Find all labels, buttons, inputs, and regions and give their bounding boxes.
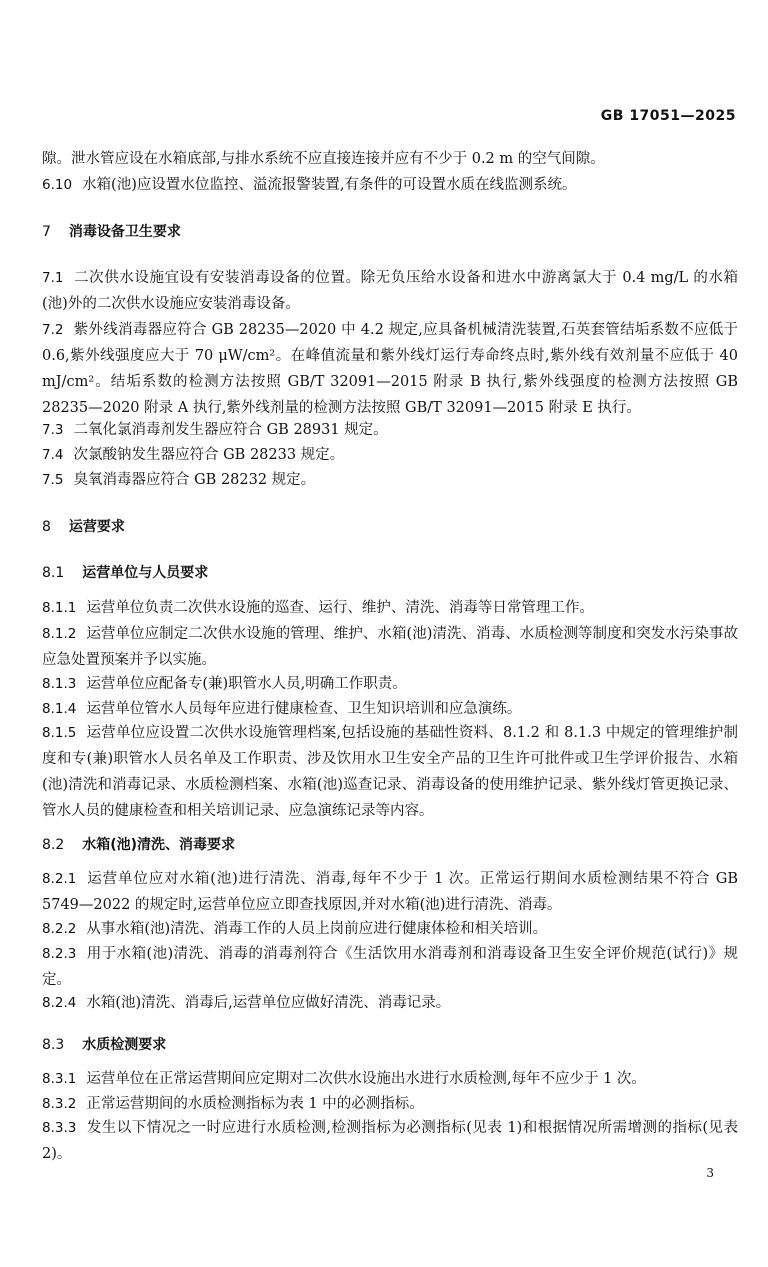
clause-8-2-2: 8.2.2 从事水箱(池)清洗、消毒工作的人员上岗前应进行健康体检和相关培训。	[42, 921, 548, 937]
clause-8-1-4: 8.1.4 运营单位管水人员每年应进行健康检查、卫生知识培训和应急演练。	[42, 701, 522, 717]
clause-7-4: 7.4 次氯酸钠发生器应符合 GB 28233 规定。	[42, 447, 345, 463]
clause-8-2-1: 8.2.1 运营单位应对水箱(池)进行清洗、消毒,每年不少于 1 次。正常运行期间水质检测结果不符合 GB 5749—2022 的规定时,运营单位应立即查找原因,并对水箱(池)进行清洗、消毒。	[42, 871, 738, 913]
clause-8-1-2: 8.1.2 运营单位应制定二次供水设施的管理、维护、水箱(池)清洗、消毒、水质检测等制度和突发水污染事故应急处置预案并予以实施。	[42, 626, 738, 668]
clause-7-1: 7.1 二次供水设施宜设有安装消毒设备的位置。除无负压给水设备和进水中游离氯大于 0.4 mg/L 的水箱(池)外的二次供水设施应安装消毒设备。	[42, 270, 738, 312]
clause-7-2: 7.2 紫外线消毒器应符合 GB 28235—2020 中 4.2 规定,应具备机械清洗装置,石英套管结垢系数不应低于 0.6,紫外线强度应大于 70 μW/cm²。在峰值流量和紫外线灯运行寿命终点时,紫外线有效剂量不应低于 40 mJ/cm²。结垢系数的检测方法按照 GB/T 32091—2015 附录 B 执行,紫外线强度的检测方法按照 GB 28235—2020 附录 A 执行,紫外线剂量的检测方法按照 GB/T 32091—2015 附录 E 执行。	[42, 322, 738, 416]
page-number: 3	[706, 1166, 714, 1180]
clause-7-3: 7.3 二氧化氯消毒剂发生器应符合 GB 28931 规定。	[42, 422, 388, 438]
section-8-2-heading: 8.2 水箱(池)清洗、消毒要求	[42, 837, 236, 853]
clause-8-3-3: 8.3.3 发生以下情况之一时应进行水质检测,检测指标为必测指标(见表 1)和根据情况所需增测的指标(见表 2)。	[42, 1120, 738, 1162]
section-7-heading: 7 消毒设备卫生要求	[42, 224, 181, 240]
standard-code: GB 17051—2025	[600, 108, 736, 124]
clause-8-2-4: 8.2.4 水箱(池)清洗、消毒后,运营单位应做好清洗、消毒记录。	[42, 995, 451, 1011]
clause-8-3-1: 8.3.1 运营单位在正常运营期间应定期对二次供水设施出水进行水质检测,每年不应少于 1 次。	[42, 1071, 646, 1087]
clause-8-1-3: 8.1.3 运营单位应配备专(兼)职管水人员,明确工作职责。	[42, 676, 407, 692]
clause-6-10: 6.10 水箱(池)应设置水位监控、溢流报警装置,有条件的可设置水质在线监测系统。	[42, 177, 577, 193]
section-8-1-heading: 8.1 运营单位与人员要求	[42, 565, 209, 581]
section-8-3-heading: 8.3 水质检测要求	[42, 1037, 167, 1053]
clause-8-3-2: 8.3.2 正常运营期间的水质检测指标为表 1 中的必测指标。	[42, 1096, 424, 1112]
paragraph-continued: 隙。泄水管应设在水箱底部,与排水系统不应直接连接并应有不少于 0.2 m 的空气间隙。	[42, 151, 605, 167]
section-8-heading: 8 运营要求	[42, 519, 125, 535]
clause-8-2-3: 8.2.3 用于水箱(池)清洗、消毒的消毒剂符合《生活饮用水消毒剂和消毒设备卫生安全评价规范(试行)》规定。	[42, 946, 738, 988]
clause-7-5: 7.5 臭氧消毒器应符合 GB 28232 规定。	[42, 472, 316, 488]
clause-8-1-1: 8.1.1 运营单位负责二次供水设施的巡查、运行、维护、清洗、消毒等日常管理工作。	[42, 600, 594, 616]
clause-8-1-5: 8.1.5 运营单位应设置二次供水设施管理档案,包括设施的基础性资料、8.1.2 和 8.1.3 中规定的管理维护制度和专(兼)职管水人员名单及工作职责、涉及饮用水卫生安全产品的卫生许可批件或卫生学评价报告、水箱(池)清洗和消毒记录、水质检测档案、水箱(池)巡查记录、消毒设备的使用维护记录、紫外线灯管更换记录、管水人员的健康检查和相关培训记录、应急演练记录等内容。	[42, 725, 738, 819]
